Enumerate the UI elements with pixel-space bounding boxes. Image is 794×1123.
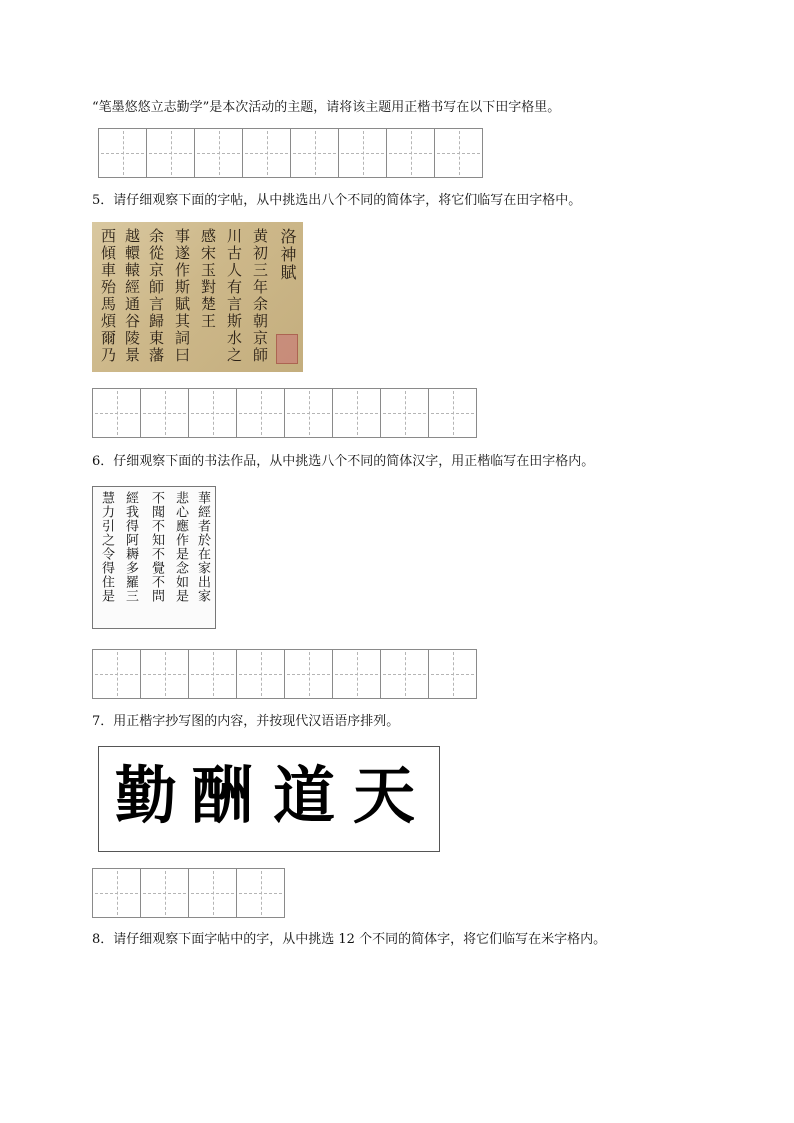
tianzige-cell[interactable] <box>339 129 387 177</box>
banner-char: 道 <box>273 759 336 832</box>
tianzige-cell[interactable] <box>195 129 243 177</box>
tianzige-cell[interactable] <box>93 650 141 698</box>
tianzige-cell[interactable] <box>189 869 237 917</box>
tianzige-cell[interactable] <box>429 389 477 437</box>
question-8: 8．请仔细观察下面字帖中的字，从中挑选 12 个不同的简体字，将它们临写在米字格内。 <box>92 932 607 947</box>
copybook-column: 事遂作斯賦其詞曰 <box>173 228 191 364</box>
copybook-column: 不聞不知不覺不問 <box>149 491 164 603</box>
copybook-column: 感宋玉對楚王 <box>199 228 217 330</box>
copybook-column: 經我得阿耨多羅三 <box>123 491 138 603</box>
tianzige-cell[interactable] <box>291 129 339 177</box>
tianzige-cell[interactable] <box>435 129 483 177</box>
tianzige-cell[interactable] <box>237 389 285 437</box>
tianzige-cell[interactable] <box>237 650 285 698</box>
question-5: 5．请仔细观察下面的字帖，从中挑选出八个不同的简体字，将它们临写在田字格中。 <box>92 193 582 208</box>
question-theme: “笔墨悠悠立志勤学”是本次活动的主题，请将该主题用正楷书写在以下田字格里。 <box>92 100 561 115</box>
tianzige-cell[interactable] <box>237 869 285 917</box>
copybook-column: 余從京師言歸東藩 <box>147 228 165 364</box>
copybook-column: 悲心應作是念如是 <box>173 491 188 603</box>
tianzige-cell[interactable] <box>141 650 189 698</box>
tianzige-row-theme <box>98 128 483 178</box>
tianzige-cell[interactable] <box>141 389 189 437</box>
tianzige-cell[interactable] <box>189 389 237 437</box>
tianzige-cell[interactable] <box>189 650 237 698</box>
tianzige-cell[interactable] <box>285 650 333 698</box>
tianzige-row-q5 <box>92 388 477 438</box>
banner-char: 天 <box>353 759 416 832</box>
tianzige-row-q7 <box>92 868 285 918</box>
copybook-column: 黄初三年余朝京師 <box>251 228 269 364</box>
tianzige-cell[interactable] <box>93 869 141 917</box>
tianzige-cell[interactable] <box>243 129 291 177</box>
tianzige-cell[interactable] <box>381 389 429 437</box>
tianzige-cell[interactable] <box>333 389 381 437</box>
copybook-column: 華經者於在家出家 <box>195 491 210 603</box>
tianzige-cell[interactable] <box>429 650 477 698</box>
tianzige-cell[interactable] <box>285 389 333 437</box>
copybook-column: 越轘轅經通谷陵景 <box>123 228 141 364</box>
question-7: 7．用正楷字抄写图的内容，并按现代汉语语序排列。 <box>92 714 400 729</box>
copybook-image-1 <box>92 222 303 372</box>
tianzige-cell[interactable] <box>387 129 435 177</box>
copybook-column: 洛神賦 <box>278 228 297 282</box>
tianzige-cell[interactable] <box>141 869 189 917</box>
tianzige-row-q6 <box>92 649 477 699</box>
calligraphy-banner-image <box>98 746 440 852</box>
tianzige-cell[interactable] <box>381 650 429 698</box>
tianzige-cell[interactable] <box>93 389 141 437</box>
question-6: 6．仔细观察下面的书法作品，从中挑选八个不同的简体汉字，用正楷临写在田字格内。 <box>92 454 595 469</box>
seal-stamp <box>276 334 298 364</box>
tianzige-cell[interactable] <box>333 650 381 698</box>
banner-char: 酬 <box>191 759 254 832</box>
banner-char: 勤 <box>115 759 178 832</box>
copybook-image-2 <box>92 486 216 629</box>
tianzige-cell[interactable] <box>147 129 195 177</box>
copybook-column: 川古人有言斯水之 <box>225 228 243 364</box>
tianzige-cell[interactable] <box>99 129 147 177</box>
copybook-column: 西傾車殆馬煩爾乃 <box>99 228 117 364</box>
copybook-column: 慧力引之令得住是 <box>99 491 114 603</box>
